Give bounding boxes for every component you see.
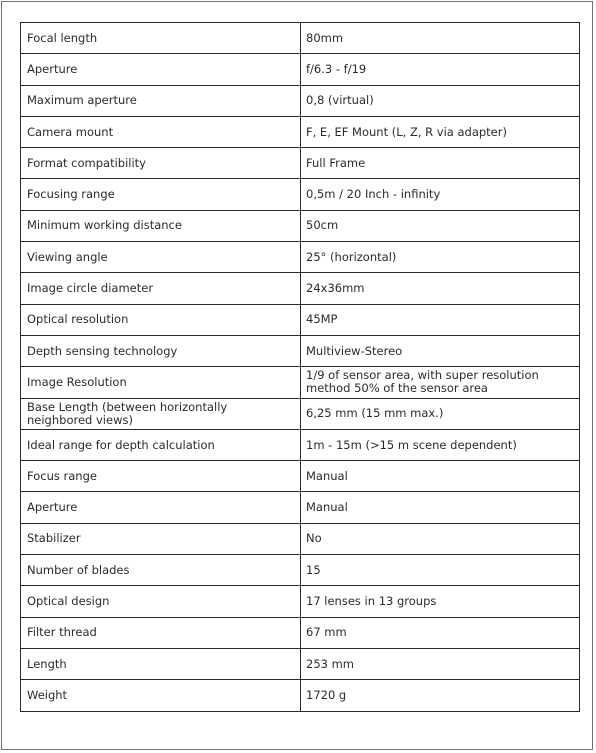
spec-value: Manual — [301, 492, 580, 523]
table-row — [21, 586, 580, 617]
table-row — [21, 398, 580, 429]
spec-value: F, E, EF Mount (L, Z, R via adapter) — [301, 116, 580, 147]
spec-value: 50cm — [301, 210, 580, 241]
spec-table-body — [21, 23, 580, 712]
spec-label: Focus range — [21, 461, 301, 492]
table-row — [21, 54, 580, 85]
table-row — [21, 304, 580, 335]
spec-value: No — [301, 523, 580, 554]
table-row — [21, 555, 580, 586]
spec-label: Number of blades — [21, 555, 301, 586]
spec-label: Camera mount — [21, 116, 301, 147]
table-row — [21, 523, 580, 554]
table-row — [21, 116, 580, 147]
spec-label: Optical resolution — [21, 304, 301, 335]
table-row — [21, 148, 580, 179]
spec-value: 0,5m / 20 Inch - infinity — [301, 179, 580, 210]
spec-value: 67 mm — [301, 617, 580, 648]
spec-value: 1m - 15m (>15 m scene dependent) — [301, 429, 580, 460]
spec-label: Focal length — [21, 23, 301, 54]
table-row — [21, 429, 580, 460]
spec-label: Depth sensing technology — [21, 335, 301, 366]
spec-value: 80mm — [301, 23, 580, 54]
spec-value: 24x36mm — [301, 273, 580, 304]
spec-label: Base Length (between horizontally neighbored views) — [21, 398, 301, 429]
spec-label: Image circle diameter — [21, 273, 301, 304]
spec-value: Manual — [301, 461, 580, 492]
spec-label: Viewing angle — [21, 242, 301, 273]
spec-label: Stabilizer — [21, 523, 301, 554]
spec-label: Length — [21, 648, 301, 679]
page-frame — [1, 1, 593, 750]
spec-label: Maximum aperture — [21, 85, 301, 116]
spec-value: 253 mm — [301, 648, 580, 679]
table-row — [21, 23, 580, 54]
spec-value: 6,25 mm (15 mm max.) — [301, 398, 580, 429]
spec-value: 0,8 (virtual) — [301, 85, 580, 116]
spec-value: 1/9 of sensor area, with super resolution method 50% of the sensor area — [301, 367, 580, 398]
table-row — [21, 617, 580, 648]
spec-label: Optical design — [21, 586, 301, 617]
table-row — [21, 461, 580, 492]
table-row — [21, 179, 580, 210]
spec-label: Aperture — [21, 54, 301, 85]
spec-label: Focusing range — [21, 179, 301, 210]
table-row — [21, 492, 580, 523]
table-row — [21, 335, 580, 366]
spec-value: 45MP — [301, 304, 580, 335]
spec-value: 17 lenses in 13 groups — [301, 586, 580, 617]
spec-value: f/6.3 - f/19 — [301, 54, 580, 85]
spec-value: 15 — [301, 555, 580, 586]
spec-label: Format compatibility — [21, 148, 301, 179]
table-row — [21, 210, 580, 241]
table-row — [21, 242, 580, 273]
spec-label: Ideal range for depth calculation — [21, 429, 301, 460]
table-row — [21, 367, 580, 398]
spec-label: Image Resolution — [21, 367, 301, 398]
table-row — [21, 85, 580, 116]
spec-value: 25° (horizontal) — [301, 242, 580, 273]
spec-label: Minimum working distance — [21, 210, 301, 241]
spec-value: Full Frame — [301, 148, 580, 179]
spec-label: Aperture — [21, 492, 301, 523]
spec-label: Filter thread — [21, 617, 301, 648]
spec-value: 1720 g — [301, 680, 580, 711]
table-row — [21, 648, 580, 679]
table-row — [21, 273, 580, 304]
spec-table — [20, 22, 580, 712]
spec-value: Multiview-Stereo — [301, 335, 580, 366]
table-row — [21, 680, 580, 711]
spec-label: Weight — [21, 680, 301, 711]
